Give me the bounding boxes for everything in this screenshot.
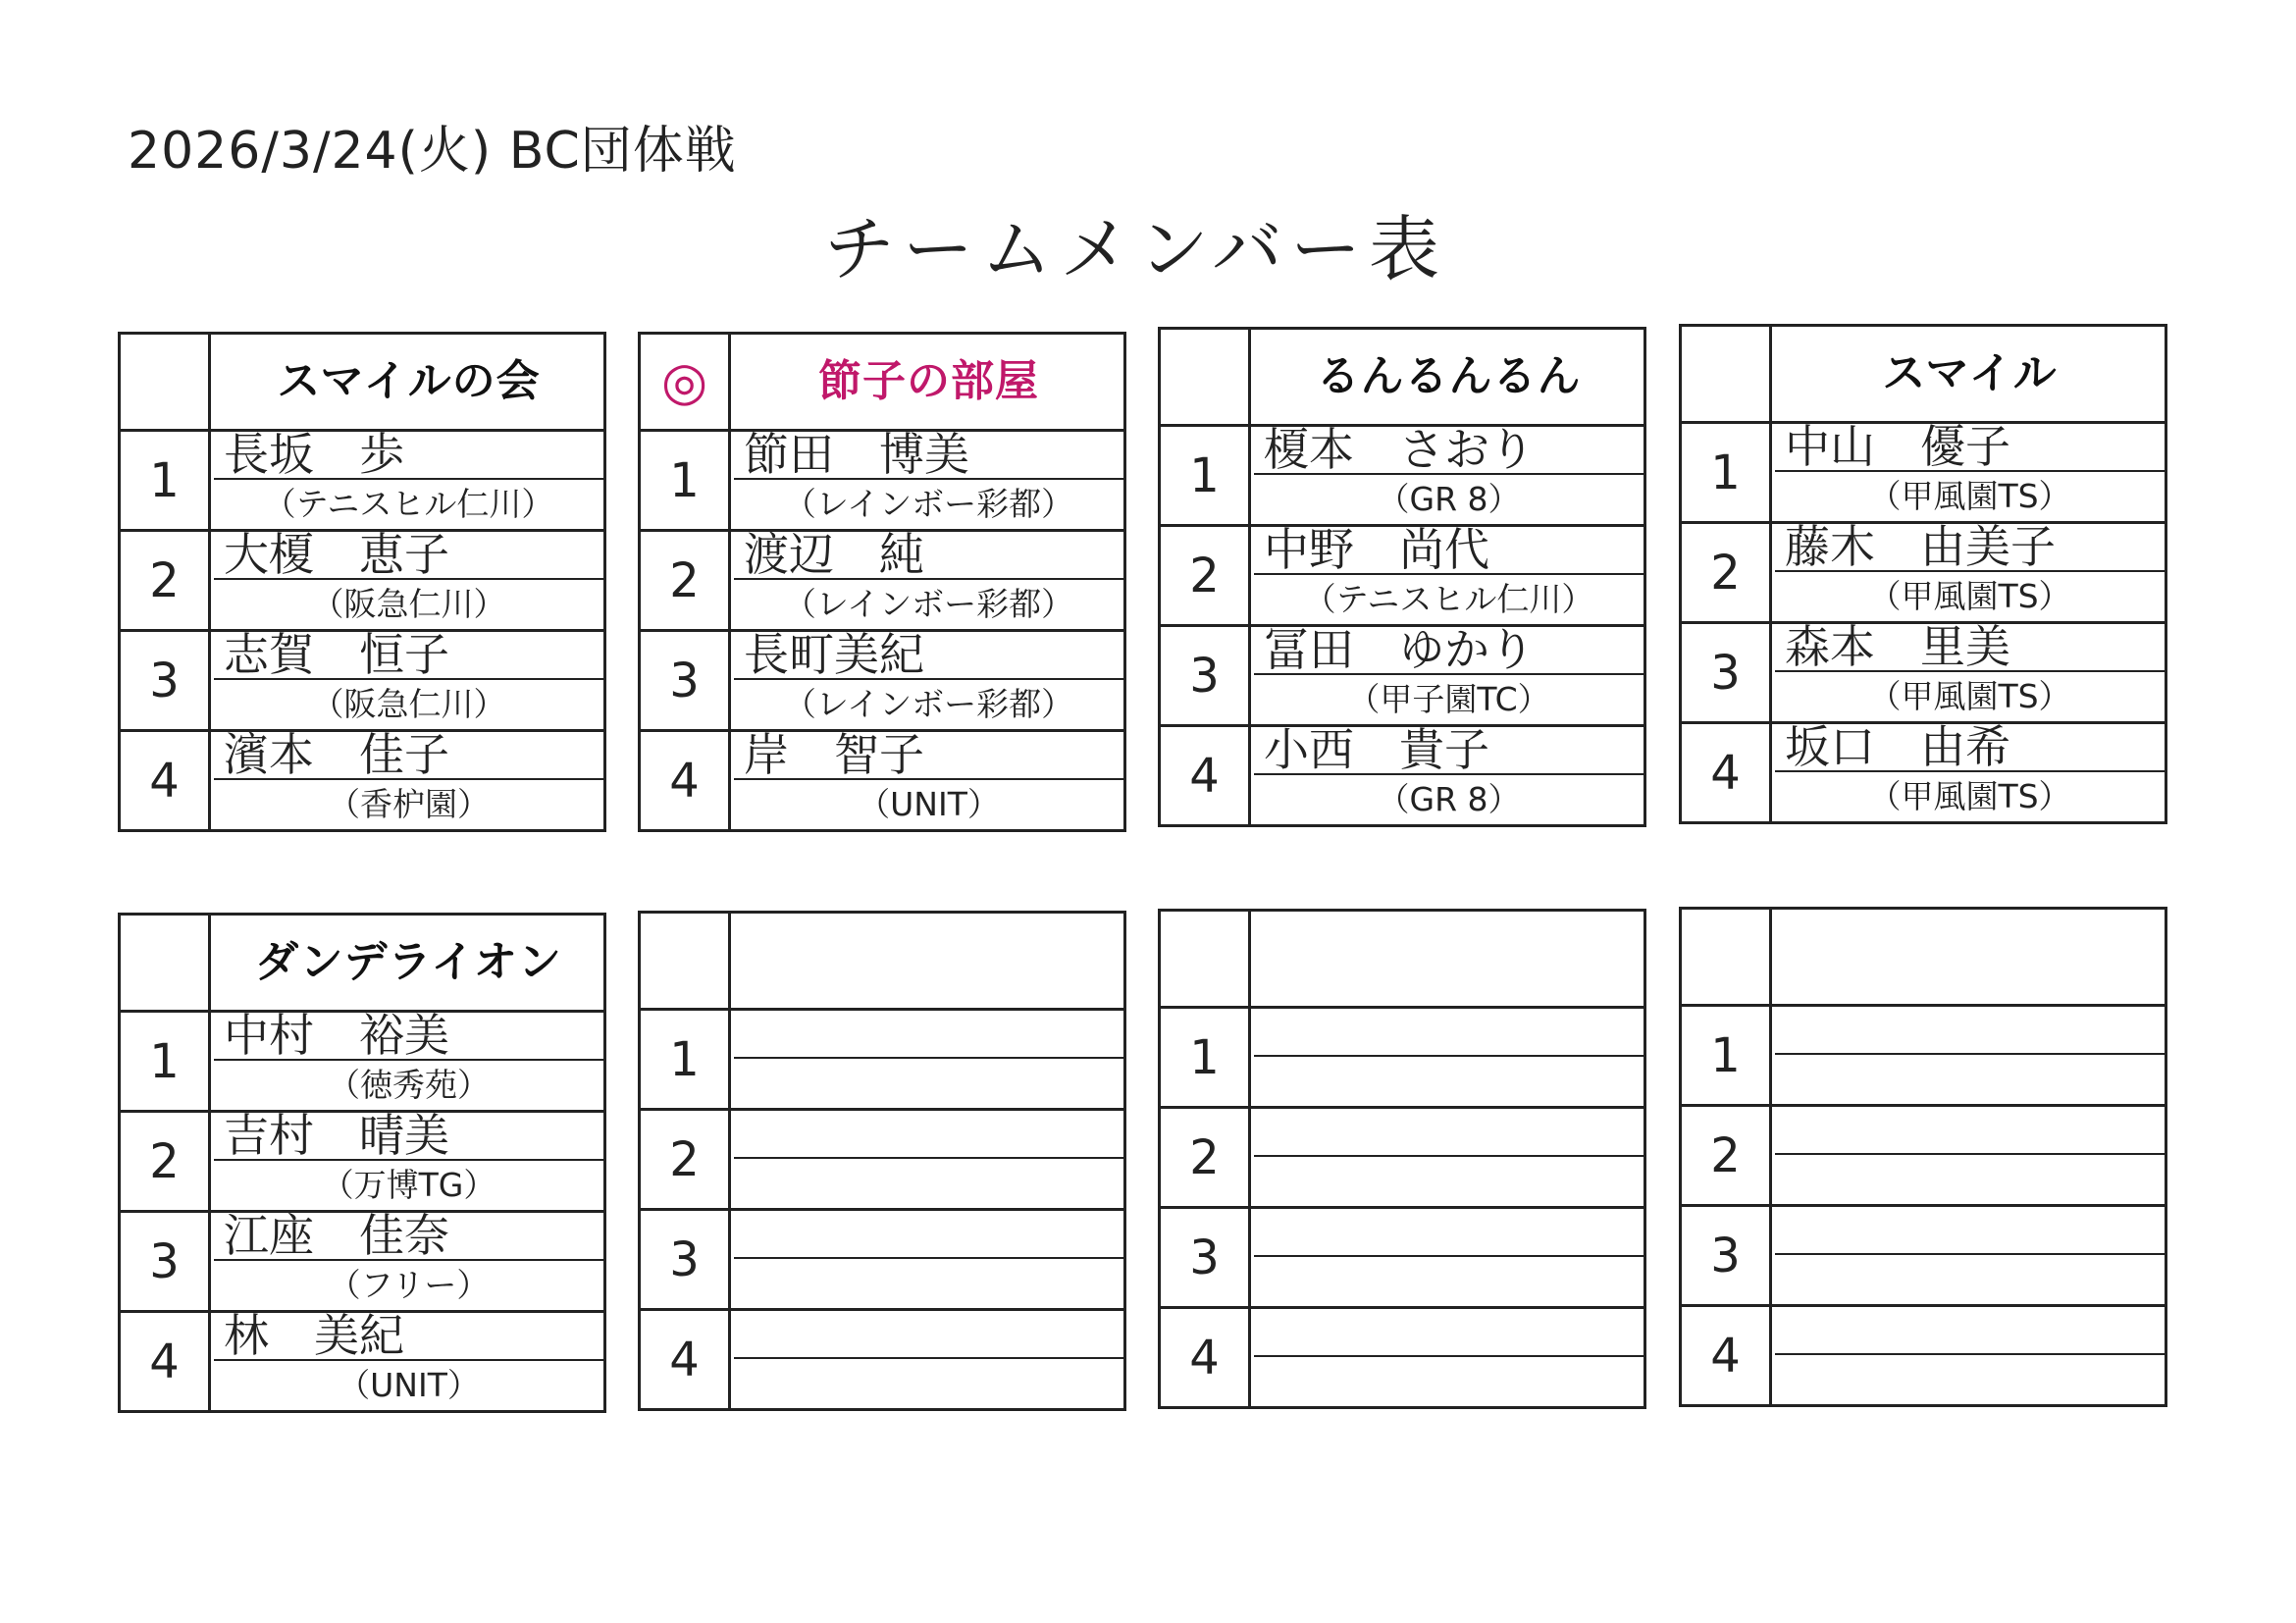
member-name — [1254, 1109, 1644, 1157]
member-number: 3 — [121, 632, 211, 729]
member-row — [1161, 427, 1644, 527]
member-number: 1 — [641, 1011, 731, 1108]
team-name: るんるんるん — [1316, 351, 1582, 401]
team-name — [1775, 910, 2165, 1004]
member-row — [121, 1313, 603, 1413]
member-club — [734, 1159, 1123, 1208]
team-name — [1254, 912, 1644, 1006]
member-row — [1161, 627, 1644, 727]
member-row — [121, 1113, 603, 1213]
member-name — [734, 1111, 1123, 1159]
member-number: 3 — [1682, 1207, 1772, 1304]
team-name — [734, 914, 1123, 1008]
member-number: 2 — [1161, 1109, 1251, 1206]
member-row — [1682, 424, 2165, 524]
member-club: （徳秀苑） — [328, 1066, 490, 1104]
member-row — [1161, 1109, 1644, 1209]
member-number: 3 — [641, 1211, 731, 1308]
member-name — [734, 1011, 1123, 1059]
member-number: 4 — [1682, 724, 1772, 824]
member-row — [641, 632, 1123, 732]
member-number: 1 — [1682, 424, 1772, 521]
member-row — [121, 732, 603, 832]
member-number: 2 — [1682, 524, 1772, 621]
member-row — [1161, 527, 1644, 627]
member-number: 3 — [1161, 1209, 1251, 1306]
team-table — [638, 911, 1126, 1411]
member-row — [1682, 624, 2165, 724]
member-row — [121, 532, 603, 632]
team-header-row — [1682, 327, 2165, 424]
member-name: 藤木 由美子 — [1775, 524, 2165, 572]
member-row — [1161, 1009, 1644, 1109]
team-mark-cell: ◎ — [641, 335, 731, 429]
team-mark-cell — [121, 335, 211, 429]
member-club — [1254, 1057, 1644, 1106]
team-name: ダンデライオン — [255, 937, 562, 987]
member-club: （テニスヒル仁川） — [263, 485, 554, 523]
member-club — [734, 1259, 1123, 1308]
member-row — [641, 1311, 1123, 1411]
team-mark-cell — [641, 914, 731, 1008]
member-row — [121, 1213, 603, 1313]
member-club: （テニスヒル仁川） — [1303, 580, 1594, 618]
team-table — [1158, 909, 1646, 1409]
team-header-row — [121, 335, 603, 432]
member-row — [641, 1211, 1123, 1311]
member-club: （万博TG） — [321, 1166, 496, 1204]
member-club — [1775, 1055, 2165, 1104]
member-name: 林 美紀 — [214, 1313, 603, 1361]
member-club: （阪急仁川） — [311, 685, 506, 723]
member-number: 2 — [641, 1111, 731, 1208]
member-row — [641, 532, 1123, 632]
member-name — [1254, 1309, 1644, 1357]
member-club: （甲子園TC） — [1347, 680, 1550, 718]
member-row — [1161, 727, 1644, 827]
member-name: 森本 里美 — [1775, 624, 2165, 672]
member-row — [1682, 1207, 2165, 1307]
member-number: 3 — [1682, 624, 1772, 721]
member-name: 長坂 歩 — [214, 432, 603, 480]
team-name: スマイル — [1882, 348, 2058, 398]
member-row — [121, 632, 603, 732]
member-club: （UNIT） — [338, 1366, 480, 1404]
member-name — [1775, 1207, 2165, 1255]
member-row — [1682, 1007, 2165, 1107]
member-club: （レインボー彩都） — [783, 585, 1074, 623]
member-name — [1775, 1107, 2165, 1155]
member-number: 1 — [121, 432, 211, 529]
team-header-row — [1161, 912, 1644, 1009]
team-header-row — [641, 335, 1123, 432]
member-number: 1 — [1161, 1009, 1251, 1106]
member-name: 榎本 さおり — [1254, 427, 1644, 475]
member-row — [1161, 1209, 1644, 1309]
member-name: 長町美紀 — [734, 632, 1123, 680]
team-table — [1679, 907, 2167, 1407]
team-mark-cell — [1682, 327, 1772, 421]
member-number: 4 — [1161, 727, 1251, 827]
member-name — [1775, 1007, 2165, 1055]
member-club: （GR 8） — [1377, 480, 1521, 518]
member-number: 2 — [641, 532, 731, 629]
team-name: 節子の部屋 — [818, 356, 1039, 406]
member-number: 1 — [121, 1013, 211, 1110]
member-name: 中山 優子 — [1775, 424, 2165, 472]
member-club: （甲風園TS） — [1868, 577, 2071, 615]
member-row — [1682, 524, 2165, 624]
member-club — [1775, 1155, 2165, 1204]
member-name: 冨田 ゆかり — [1254, 627, 1644, 675]
member-club: （UNIT） — [858, 785, 1000, 823]
member-club — [1775, 1355, 2165, 1404]
team-header-row — [1682, 910, 2165, 1007]
member-club: （GR 8） — [1377, 780, 1521, 818]
member-club: （レインボー彩都） — [783, 685, 1074, 723]
member-number: 4 — [1682, 1307, 1772, 1407]
team-table — [118, 913, 606, 1413]
team-mark-cell — [1161, 330, 1251, 424]
member-name: 濱本 佳子 — [214, 732, 603, 780]
member-number: 1 — [641, 432, 731, 529]
team-mark-cell — [1682, 910, 1772, 1004]
member-number: 4 — [121, 732, 211, 832]
member-number: 4 — [641, 732, 731, 832]
member-club — [1775, 1255, 2165, 1304]
team-name: スマイルの会 — [277, 356, 541, 406]
member-number: 2 — [121, 1113, 211, 1210]
team-table — [638, 332, 1126, 832]
member-name — [734, 1211, 1123, 1259]
member-name: 江座 佳奈 — [214, 1213, 603, 1261]
member-row — [641, 1011, 1123, 1111]
member-club: （甲風園TS） — [1868, 777, 2071, 815]
member-number: 1 — [1682, 1007, 1772, 1104]
member-club: （甲風園TS） — [1868, 477, 2071, 515]
member-number: 3 — [641, 632, 731, 729]
member-number: 4 — [1161, 1309, 1251, 1409]
team-header-row — [1161, 330, 1644, 427]
member-row — [641, 1111, 1123, 1211]
member-number: 2 — [1161, 527, 1251, 624]
team-header-row — [641, 914, 1123, 1011]
member-name: 岸 智子 — [734, 732, 1123, 780]
member-row — [1161, 1309, 1644, 1409]
member-number: 1 — [1161, 427, 1251, 524]
member-row — [1682, 724, 2165, 824]
member-club: （香枦園） — [328, 785, 490, 823]
member-club — [734, 1359, 1123, 1408]
member-name: 坂口 由希 — [1775, 724, 2165, 772]
member-row — [1682, 1107, 2165, 1207]
member-name: 小西 貴子 — [1254, 727, 1644, 775]
team-table — [1679, 324, 2167, 824]
member-club — [1254, 1157, 1644, 1206]
member-name: 中村 裕美 — [214, 1013, 603, 1061]
member-club — [1254, 1257, 1644, 1306]
member-name: 節田 博美 — [734, 432, 1123, 480]
member-club: （フリー） — [328, 1266, 490, 1304]
member-club: （レインボー彩都） — [783, 485, 1074, 523]
team-table — [118, 332, 606, 832]
member-name: 吉村 晴美 — [214, 1113, 603, 1161]
team-mark-cell — [121, 916, 211, 1010]
member-club — [1254, 1357, 1644, 1406]
date-event-line: 2026/3/24(火) BC団体戦 — [128, 122, 737, 181]
member-name — [1254, 1209, 1644, 1257]
member-club: （阪急仁川） — [311, 585, 506, 623]
member-name — [1254, 1009, 1644, 1057]
member-name: 大榎 恵子 — [214, 532, 603, 580]
member-row — [121, 432, 603, 532]
team-header-row — [121, 916, 603, 1013]
member-number: 4 — [641, 1311, 731, 1411]
page-title: チームメンバー表 — [824, 208, 1447, 290]
member-number: 3 — [121, 1213, 211, 1310]
member-name — [1775, 1307, 2165, 1355]
member-number: 4 — [121, 1313, 211, 1413]
member-row — [121, 1013, 603, 1113]
member-row — [641, 732, 1123, 832]
member-club: （甲風園TS） — [1868, 677, 2071, 715]
member-name: 志賀 恒子 — [214, 632, 603, 680]
member-row — [1682, 1307, 2165, 1407]
member-row — [641, 432, 1123, 532]
member-name — [734, 1311, 1123, 1359]
member-name: 渡辺 純 — [734, 532, 1123, 580]
member-club — [734, 1059, 1123, 1108]
member-number: 2 — [121, 532, 211, 629]
team-mark-cell — [1161, 912, 1251, 1006]
member-number: 2 — [1682, 1107, 1772, 1204]
member-number: 3 — [1161, 627, 1251, 724]
team-table — [1158, 327, 1646, 827]
member-name: 中野 尚代 — [1254, 527, 1644, 575]
